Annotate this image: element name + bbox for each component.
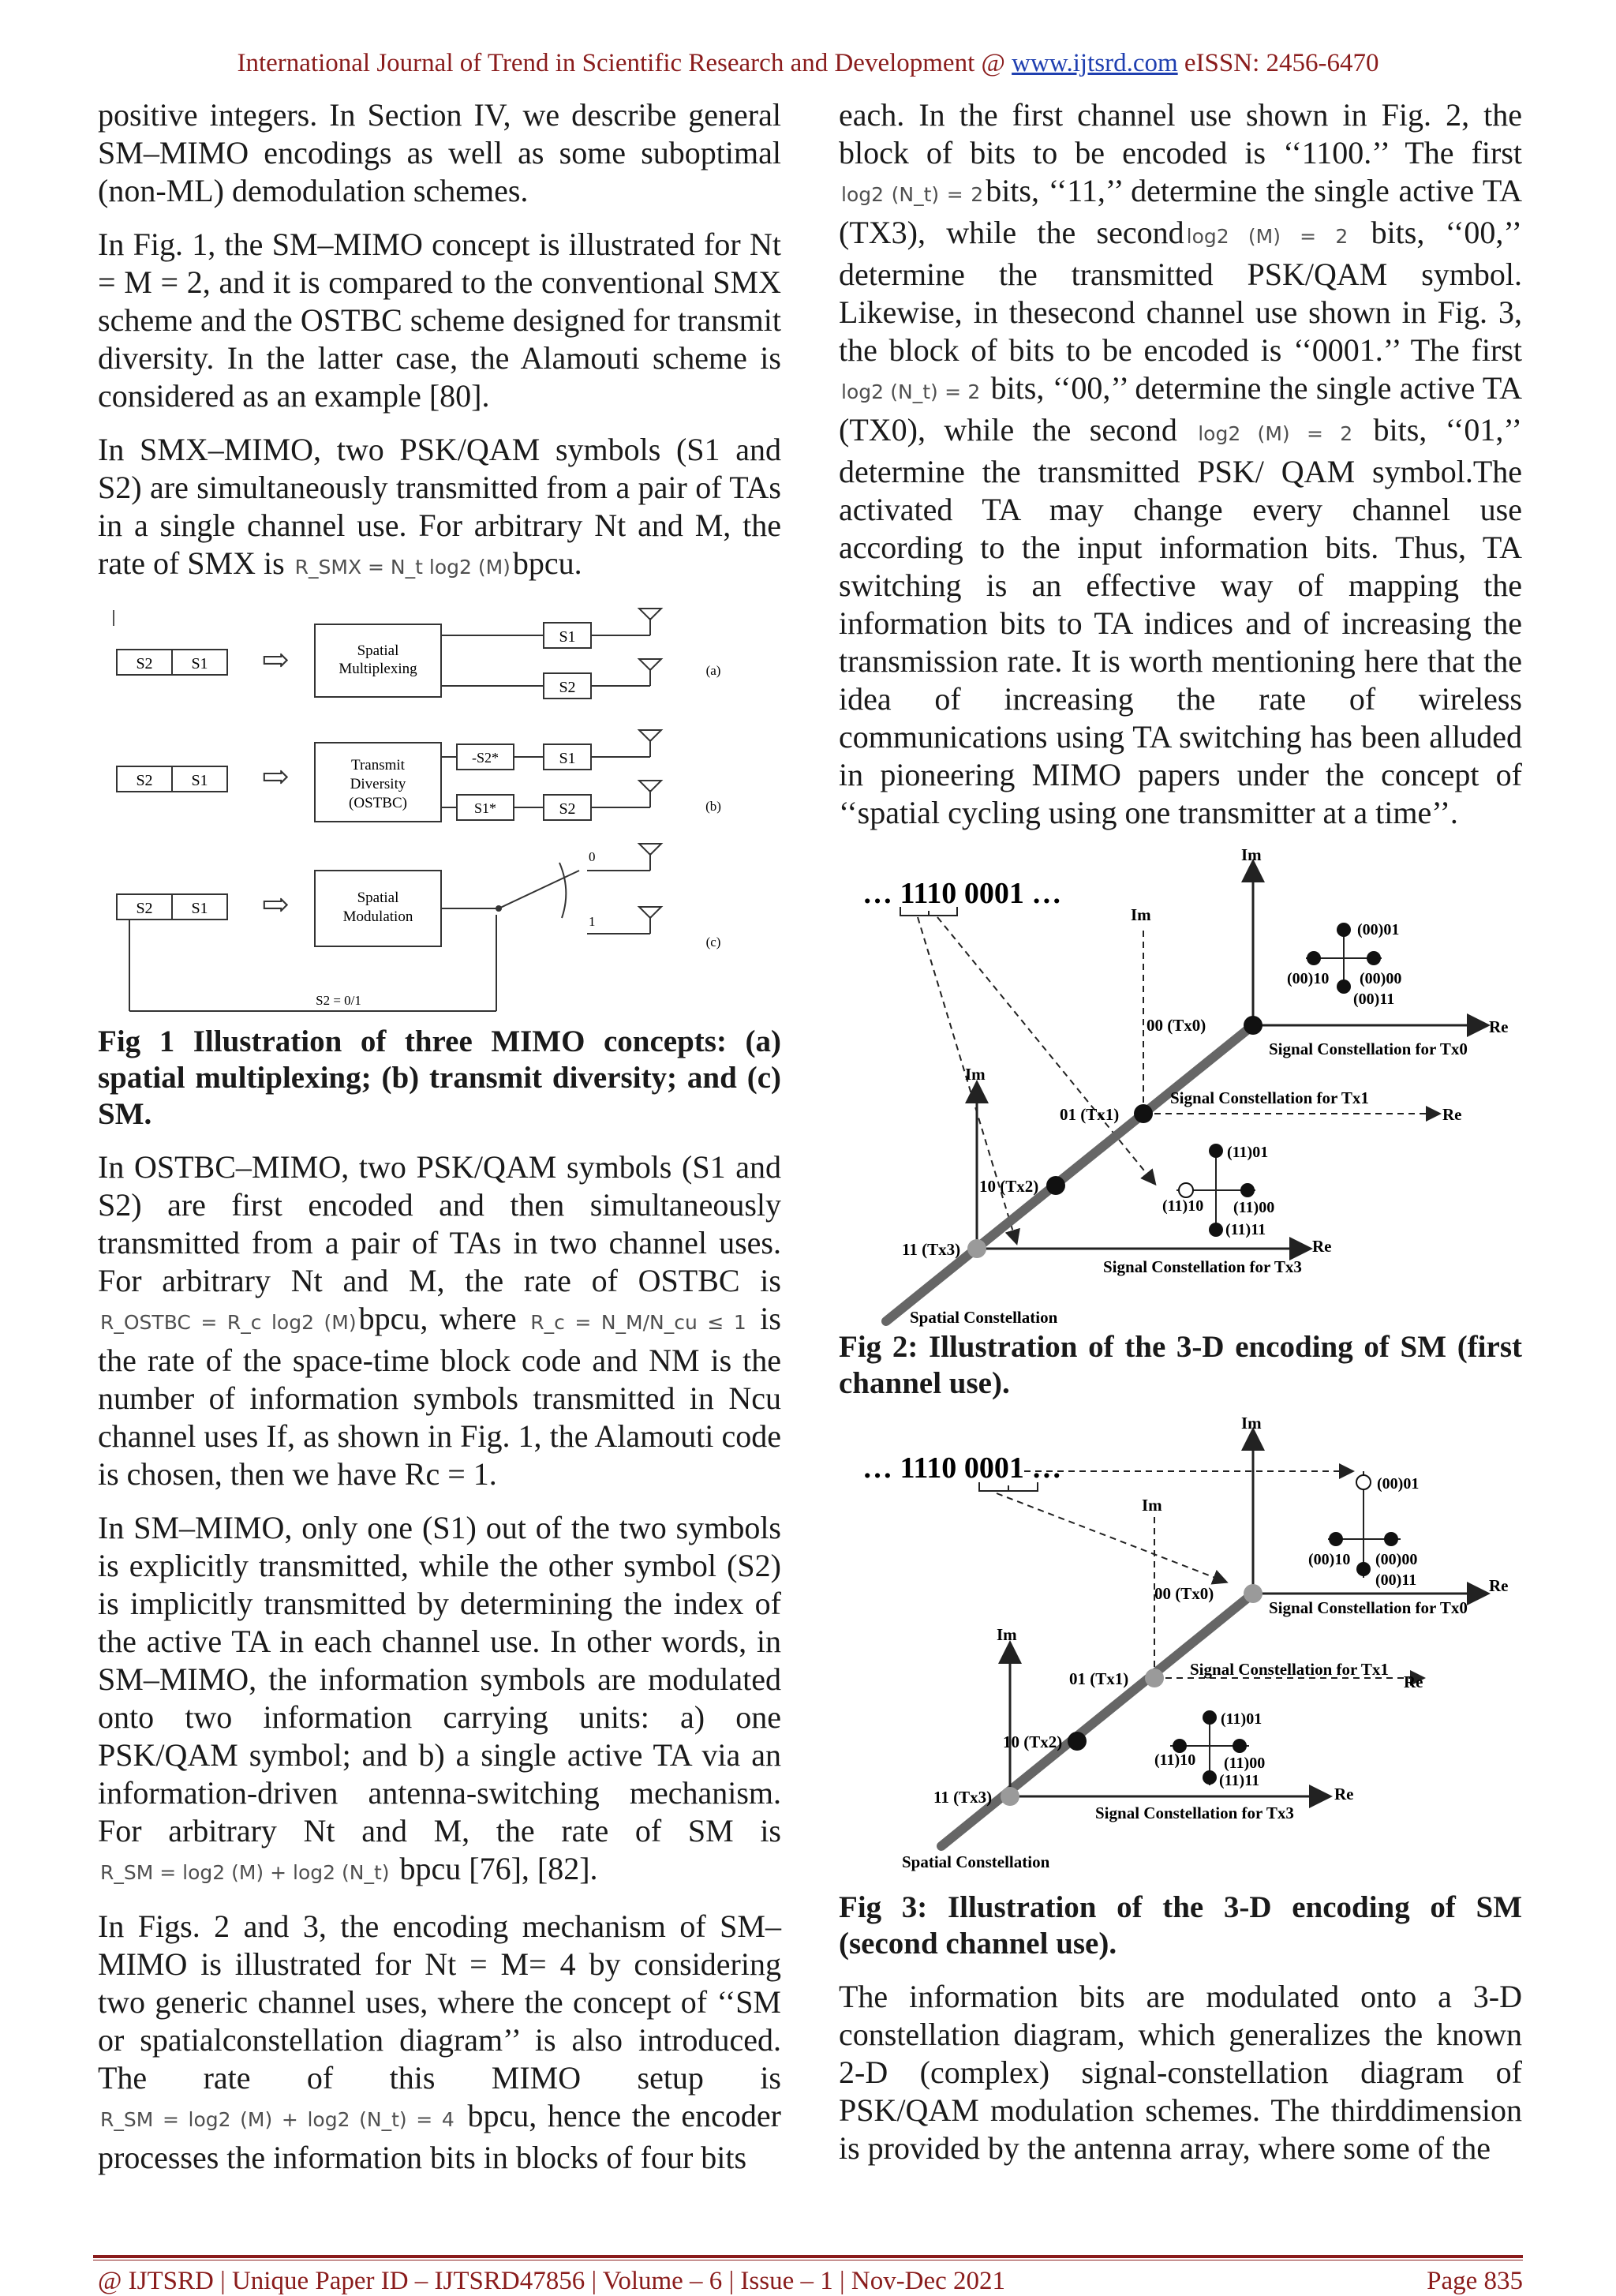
svg-text:(11)10: (11)10 bbox=[1154, 1751, 1196, 1769]
svg-text:Signal Constellation for Tx1: Signal Constellation for Tx1 bbox=[1190, 1660, 1389, 1679]
paragraph-figs-2-3: In Figs. 2 and 3, the encoding mechanism of SM–MIMO is illustrated for Nt = M= 4 by considering two generic channel uses, where the concept of ‘‘SM or spatialconstellation diagram’’ is also introduced. The rate of this MIMO setup is R_SM = log2 (M) + log2 (N_t) = 4 bpcu, hence the encoder processes the information bits in blocks of four bits bbox=[98, 1908, 781, 2175]
svg-text:0: 0 bbox=[589, 849, 596, 864]
right-column bbox=[839, 96, 1522, 2183]
figure-3-caption: Fig 3: Illustration of the 3-D encoding of SM (second channel use). bbox=[839, 1890, 1522, 1961]
svg-text:(00)10: (00)10 bbox=[1287, 970, 1330, 987]
svg-text:11 (Tx3): 11 (Tx3) bbox=[933, 1788, 993, 1807]
fig1-row-spatial-multiplexing bbox=[117, 609, 720, 699]
svg-text:Spatial: Spatial bbox=[357, 890, 399, 906]
footer-volume: Volume – 6 bbox=[602, 2267, 723, 2295]
svg-text:S2: S2 bbox=[136, 772, 153, 789]
svg-text:-S2*: -S2* bbox=[471, 750, 499, 766]
fig2-bits-0001: 0001 bbox=[963, 877, 1024, 910]
svg-text:(00)00: (00)00 bbox=[1360, 970, 1402, 987]
bit-s1: S1 bbox=[191, 655, 208, 672]
svg-text:S2 = 0/1: S2 = 0/1 bbox=[316, 993, 361, 1008]
svg-text:Diversity: Diversity bbox=[350, 776, 406, 792]
svg-text:Re: Re bbox=[1489, 1017, 1509, 1036]
svg-text:Im: Im bbox=[1241, 848, 1262, 864]
figure-3 bbox=[839, 1416, 1522, 1890]
svg-text:⇨: ⇨ bbox=[261, 759, 290, 796]
figure-2 bbox=[839, 848, 1522, 1329]
equation-log-nt-2: log2 (N_t) = 2 bbox=[841, 380, 981, 403]
bit-s2: S2 bbox=[136, 655, 153, 672]
svg-text:(11)01: (11)01 bbox=[1227, 1144, 1269, 1161]
paragraph-sm: In SM–MIMO, only one (S1) out of the two symbols is explicitly transmitted, while the other symbol (S2) is implicitly transmitted by determining the index of the active TA in each channel use. In other words, in SM–MIMO, the information symbols are modulated onto two information carrying units: a) one PSK/QAM symbol; and b) a single active TA via an information-driven antenna-switching mechanism. For arbitrary Nt and M, the rate of SM is R_SM = log2 (M) + log2 (N_t) bpcu [76], [82]. bbox=[98, 1510, 781, 1886]
page-footer: @ IJTSRD | Unique Paper ID – IJTSRD47856 | Volume – 6 | Issue – 1 | Nov-Dec 2021 Page 835 bbox=[98, 2267, 1523, 2295]
fig3-tx1-point bbox=[1145, 1669, 1164, 1687]
svg-text:⇨: ⇨ bbox=[261, 887, 290, 923]
svg-text:Signal Constellation for Tx0: Signal Constellation for Tx0 bbox=[1269, 1039, 1468, 1058]
svg-text:(11)01: (11)01 bbox=[1221, 1710, 1262, 1728]
fig1-row-spatial-modulation bbox=[117, 844, 720, 1011]
svg-text:(00)01: (00)01 bbox=[1377, 1475, 1420, 1493]
running-header bbox=[0, 49, 1616, 78]
svg-text:Signal Constellation for Tx0: Signal Constellation for Tx0 bbox=[1269, 1598, 1468, 1617]
fig2-tx0-point bbox=[1244, 1016, 1262, 1035]
svg-text:01 (Tx1): 01 (Tx1) bbox=[1060, 1105, 1120, 1124]
figure-2-caption: Fig 2: Illustration of the 3-D encoding of SM (first channel use). bbox=[839, 1330, 1522, 1400]
svg-text:Re: Re bbox=[1404, 1672, 1423, 1691]
equation-rc: R_c = N_M/N_cu ≤ 1 bbox=[530, 1311, 746, 1334]
svg-text:S1*: S1* bbox=[473, 800, 497, 816]
svg-text:Im: Im bbox=[1241, 1416, 1262, 1433]
svg-text:… 1110 0001 …: … 1110 0001 … bbox=[862, 877, 1062, 910]
journal-issn: eISSN: 2456-6470 bbox=[1177, 49, 1379, 77]
svg-text:(00)01: (00)01 bbox=[1357, 921, 1400, 938]
svg-text:Spatial Constellation: Spatial Constellation bbox=[902, 1852, 1050, 1871]
footer-date: Nov-Dec 2021 bbox=[851, 2267, 1006, 2295]
footer-journal: @ IJTSRD bbox=[98, 2267, 214, 2295]
equation-sm-rate-4: R_SM = log2 (M) + log2 (N_t) = 4 bbox=[100, 2108, 454, 2131]
svg-text:Modulation: Modulation bbox=[342, 908, 413, 925]
svg-text:S1: S1 bbox=[191, 900, 208, 917]
svg-text:10 (Tx2): 10 (Tx2) bbox=[1003, 1732, 1063, 1751]
svg-text:Multiplexing: Multiplexing bbox=[339, 661, 417, 677]
svg-text:Spatial Constellation: Spatial Constellation bbox=[910, 1308, 1058, 1327]
svg-text:01 (Tx1): 01 (Tx1) bbox=[1069, 1669, 1129, 1688]
fig1-row-transmit-diversity bbox=[117, 730, 721, 822]
svg-text:Signal Constellation for Tx3: Signal Constellation for Tx3 bbox=[1095, 1803, 1294, 1822]
paragraph-ostbc: In OSTBC–MIMO, two PSK/QAM symbols (S1 and S2) are first encoded and then simultaneously transmitted from a pair of TAs in two channel uses. For arbitrary Nt and M, the rate of OSTBC is R_OSTBC = R_c log2 (M)bpcu, where R_c = N_M/N_cu ≤ 1 is the rate of the space-time block code and NM is the number of information symbols transmitted in Ncu channel uses If, as shown in Fig. 1, the Alamouti code is chosen, then we have Rc = 1. bbox=[98, 1149, 781, 1492]
equation-smx-rate: R_SMX = N_t log2 (M) bbox=[294, 556, 511, 579]
svg-text:S2: S2 bbox=[136, 900, 153, 917]
svg-text:S2: S2 bbox=[559, 679, 576, 696]
paragraph-channel-use: each. In the first channel use shown in Fig. 2, the block of bits to be encoded is ‘‘1100.’’ The first log2 (N_t) = 2bits, ‘‘11,’’ determine the single active TA (TX3), while the second log2 (M) = 2 bits, ‘‘00,’’ determine the transmitted PSK/QAM symbol. Likewise, in thesecond channel use shown in Fig. 3, the block of bits to be encoded is ‘‘0001.’’ The first log2 (N_t) = 2 bits, ‘‘00,’’ determine the single active TA (TX0), while the second log2 (M) = 2 bits, ‘‘01,’’ determine the transmitted PSK/ QAM symbol.The activated TA may change every channel use according to the input information bits. Thus, TA switching is an effective way of mapping the information bits to TA indices and of increasing the transmission rate. It is worth mentioning here that the idea of increasing the rate of wireless communications using TA switching has been alluded in pioneering MIMO papers under the concept of ‘‘spatial cycling using one transmitter at a time’’. bbox=[839, 97, 1522, 830]
figure-1 bbox=[98, 602, 781, 1021]
svg-text:11 (Tx3): 11 (Tx3) bbox=[902, 1240, 961, 1259]
svg-text:Signal Constellation for Tx1: Signal Constellation for Tx1 bbox=[1170, 1088, 1369, 1107]
fig1-label-b: (b) bbox=[705, 799, 721, 814]
fig2-tx2-point bbox=[1046, 1176, 1065, 1195]
svg-text:Im: Im bbox=[965, 1065, 986, 1084]
svg-text:(11)10: (11)10 bbox=[1162, 1197, 1204, 1215]
footer-page-number: Page 835 bbox=[1427, 2267, 1523, 2295]
svg-text:S1: S1 bbox=[191, 772, 208, 789]
fig2-tx1-point bbox=[1134, 1104, 1153, 1123]
fig3-tx3-point bbox=[1001, 1787, 1019, 1806]
svg-text:S1: S1 bbox=[559, 628, 576, 646]
svg-text:(00)00: (00)00 bbox=[1375, 1551, 1418, 1568]
svg-text:(11)11: (11)11 bbox=[1225, 1221, 1266, 1238]
svg-text:… 1110 0001 …: … 1110 0001 … bbox=[862, 1451, 1062, 1485]
paragraph-3d-constellation: The information bits are modulated onto a 3-D constellation diagram, which generalizes the known 2-D (complex) signal-constellation diagram of PSK/QAM modulation schemes. The thirddimension is provided by the antenna array, where some of the bbox=[839, 1979, 1522, 2166]
svg-text:Re: Re bbox=[1442, 1105, 1462, 1124]
fig2-bits-1110: 1110 bbox=[900, 877, 957, 910]
journal-title: International Journal of Trend in Scientific Research and Development @ bbox=[237, 49, 1012, 77]
svg-text:00 (Tx0): 00 (Tx0) bbox=[1147, 1016, 1206, 1035]
paragraph-smx: In SMX–MIMO, two PSK/QAM symbols (S1 and S2) are simultaneously transmitted from a pair of TAs in a single channel use. For arbitrary Nt and M, the rate of SMX is R_SMX = N_t log2 (M)bpcu. bbox=[98, 432, 781, 581]
equation-log-m-2: log2 (M) = 2 bbox=[1198, 422, 1353, 445]
paragraph-intro-continuation: positive integers. In Section IV, we describe general SM–MIMO encodings as well as some suboptimal (non-ML) demodulation schemes. bbox=[98, 97, 781, 208]
svg-text:00 (Tx0): 00 (Tx0) bbox=[1154, 1584, 1214, 1603]
svg-text:(11)00: (11)00 bbox=[1233, 1199, 1275, 1216]
svg-text:Im: Im bbox=[1131, 905, 1151, 924]
journal-website-link[interactable]: www.ijtsrd.com bbox=[1012, 49, 1178, 77]
svg-text:1: 1 bbox=[589, 914, 596, 929]
svg-text:Im: Im bbox=[997, 1625, 1017, 1644]
fig1-label-c: (c) bbox=[705, 935, 721, 949]
svg-text:(00)10: (00)10 bbox=[1308, 1551, 1351, 1568]
figure-1-caption: Fig 1 Illustration of three MIMO concepts: (a) spatial multiplexing; (b) transmit diversity; and (c) SM. bbox=[98, 1024, 781, 1131]
fig2-tx3-point bbox=[967, 1239, 986, 1258]
footer-issue: Issue – 1 bbox=[740, 2267, 833, 2295]
left-column bbox=[98, 96, 781, 2193]
svg-text:(00)11: (00)11 bbox=[1375, 1571, 1417, 1589]
svg-text:Re: Re bbox=[1489, 1576, 1509, 1595]
svg-text:(11)00: (11)00 bbox=[1224, 1755, 1266, 1772]
fig3-bits-0001: 0001 bbox=[963, 1451, 1024, 1485]
paragraph-fig1-intro: In Fig. 1, the SM–MIMO concept is illustrated for Nt = M = 2, and it is compared to the conventional SMX scheme and the OSTBC scheme designed for transmit diversity. In the latter case, the Alamouti scheme is considered as an example [80]. bbox=[98, 227, 781, 414]
svg-text:⇨: ⇨ bbox=[261, 642, 290, 679]
svg-text:Im: Im bbox=[1142, 1496, 1162, 1515]
fig3-tx0-point bbox=[1244, 1584, 1262, 1603]
svg-text:S2: S2 bbox=[559, 800, 576, 818]
svg-text:(00)11: (00)11 bbox=[1353, 991, 1395, 1008]
equation-ostbc-rate: R_OSTBC = R_c log2 (M) bbox=[100, 1311, 357, 1334]
svg-text:S1: S1 bbox=[559, 750, 576, 767]
equation-sm-rate: R_SM = log2 (M) + log2 (N_t) bbox=[100, 1861, 390, 1884]
equation-log-nt: log2 (N_t) = 2 bbox=[841, 183, 984, 206]
svg-text:(11)11: (11)11 bbox=[1219, 1772, 1260, 1789]
equation-log-m: log2 (M) = 2 bbox=[1186, 225, 1349, 248]
svg-text:Signal Constellation for Tx3: Signal Constellation for Tx3 bbox=[1103, 1257, 1302, 1276]
fig3-tx2-point bbox=[1068, 1732, 1087, 1751]
svg-text:Re: Re bbox=[1312, 1237, 1332, 1256]
footer-paper-id: Unique Paper ID – IJTSRD47856 bbox=[231, 2267, 585, 2295]
svg-text:(OSTBC): (OSTBC) bbox=[349, 795, 407, 811]
svg-text:Spatial: Spatial bbox=[357, 642, 399, 659]
svg-text:Re: Re bbox=[1334, 1785, 1354, 1803]
fig1-label-a: (a) bbox=[705, 663, 721, 678]
svg-text:Transmit: Transmit bbox=[351, 757, 405, 773]
fig3-bits-1110: 1110 bbox=[900, 1451, 957, 1485]
footer-rule bbox=[93, 2255, 1523, 2258]
svg-text:10 (Tx2): 10 (Tx2) bbox=[979, 1177, 1039, 1196]
